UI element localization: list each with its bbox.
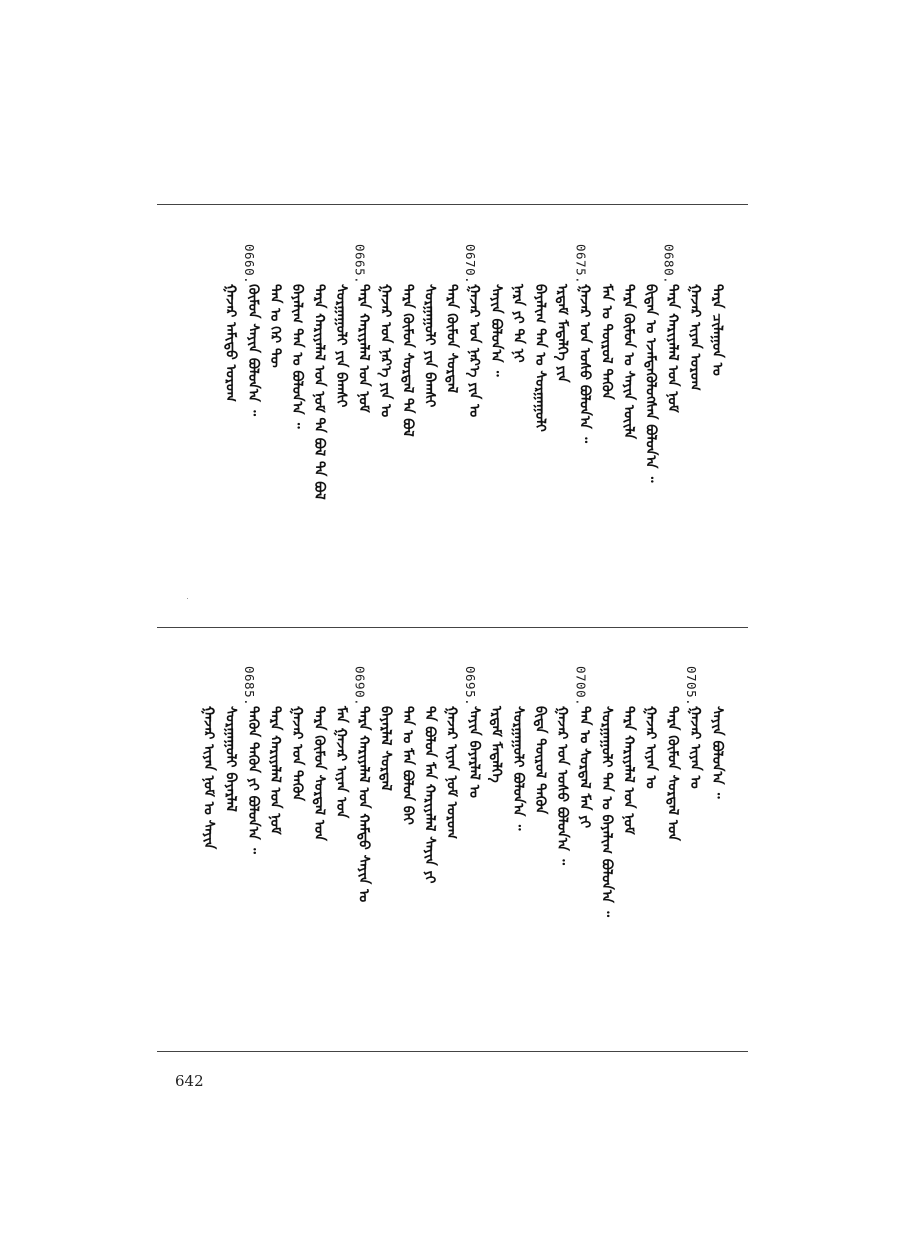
text-column [573, 244, 595, 624]
text-column [684, 666, 706, 1046]
text-column [463, 244, 485, 624]
text-column [330, 244, 352, 624]
line-number: 0695. [462, 666, 478, 707]
mongolian-text-line: ᠡᠷᠳᠡᠮ ᠮᠡᠳᠡᠯᠭᠡ ᠶᠢᠨ [554, 284, 571, 383]
middle-rule [157, 627, 748, 628]
mongolian-text-line: ᠭᠠᠵᠠᠷ ᠢᠶᠡᠨ ᠤᠷᠤᠭ [686, 284, 703, 391]
text-column [640, 244, 662, 624]
text-column [640, 666, 662, 1046]
mongolian-text-line: ᠰᠤᠷᠭᠠᠭᠤᠯᠢ ᠲᠠᠨ ᠤ ᠪᠠᠶᠠᠯᠢᠭ ᠪᠣᠯᠤᠨ᠎ᠠ ᠃ [598, 706, 615, 917]
mongolian-text-line: ᠮᠠᠨ ᠤ ᠲᠥᠷᠦᠯ ᠲᠡᠭᠦᠨ [598, 284, 615, 400]
text-column [419, 666, 441, 1046]
mongolian-text-line: ᠲᠡ ᠪᠣᠯᠤᠨ ᠮᠠᠨ ᠬᠠᠷᠢᠶᠠᠯᠠᠯ ᠰᠠᠶᠢᠨ ᠶᠢ [421, 706, 438, 884]
top-rule [157, 204, 748, 205]
text-column [595, 666, 617, 1046]
text-column [374, 666, 396, 1046]
text-column [618, 244, 640, 624]
text-column [507, 666, 529, 1046]
mongolian-text-line: ᠭᠠᠵᠠᠷ ᠤᠨ ᠨᠡᠷ᠎ᠡ ᠶᠢᠨ ᠤ [377, 284, 394, 418]
mongolian-text-line: ᠲᠡᠷᠡ ᠬᠦᠮᠦᠨ ᠰᠤᠷᠲᠠᠯ ᠤᠨ [664, 706, 681, 841]
mongolian-text-line: ᠲᠡᠷᠡ ᠬᠦᠮᠦᠨ ᠰᠤᠷᠲᠠᠯ [443, 284, 460, 394]
text-column [286, 666, 308, 1046]
text-column [397, 244, 419, 624]
mongolian-text-line: ᠭᠠᠵᠠᠷ ᠢᠶᠡᠨ ᠨᠣᠮ ᠤᠷᠤᠭ [443, 706, 460, 839]
line-number: 0685. [241, 666, 257, 707]
text-column [529, 666, 551, 1046]
text-column [220, 244, 242, 624]
text-column [706, 244, 728, 624]
mongolian-text-line: ᠲᠠᠨ ᠤ ᠰᠤᠷᠲᠠᠯ ᠮᠠᠨ ᠶᠢ [576, 706, 593, 829]
mongolian-text-line: ᠲᠡᠭᠦᠨ ᠲᠡᠭᠦᠨ ᠶᠢ ᠪᠣᠯᠤᠨ᠎ᠠ ᠃ [244, 706, 261, 854]
text-column [485, 244, 507, 624]
text-column [529, 244, 551, 624]
text-column [264, 666, 286, 1046]
text-column [286, 244, 308, 624]
text-column [463, 666, 485, 1046]
mongolian-text-line: ᠲᠡᠷᠡ ᠬᠦᠮᠦᠨ ᠰᠤᠷᠲᠠᠯ ᠤᠨ [311, 706, 328, 841]
text-column [308, 244, 330, 624]
text-column [441, 244, 463, 624]
text-column [684, 244, 706, 624]
mongolian-text-line: ᠪᠠᠶᠠᠯᠢᠭ ᠲᠠᠨ ᠤ ᠪᠣᠯᠤᠨ᠎ᠠ ᠃ [289, 284, 305, 429]
mongolian-text-line: ᠬᠦᠮᠦᠨ ᠰᠠᠶᠢᠨ ᠪᠣᠯᠤᠨ᠎ᠠ ᠃ [244, 284, 261, 416]
mongolian-text-line: ᠭᠠᠵᠠᠷ ᠤᠨ ᠲᠡᠭᠦᠨ [289, 706, 305, 802]
mongolian-text-line: ᠮᠠᠨ ᠭᠠᠵᠠᠷ ᠢᠶᠡᠨ ᠤᠨ [333, 706, 350, 819]
mongolian-text-line: ᠲᠡᠷᠡ ᠬᠦᠮᠦᠨ ᠤ ᠰᠠᠶᠢᠨ ᠦᠢᠯᠡ [620, 284, 637, 440]
line-number: 0705. [683, 666, 699, 707]
line-number: 0690. [352, 666, 368, 707]
text-column [330, 666, 352, 1046]
mongolian-text-line: ᠰᠠᠶᠢᠨ ᠪᠣᠯᠤᠨ᠎ᠠ ᠃ [487, 284, 504, 377]
line-number: 0680. [661, 244, 677, 285]
text-column [264, 244, 286, 624]
text-column [397, 666, 419, 1046]
mongolian-text-line: ᠡᠷᠳᠡᠮ ᠮᠡᠳᠡᠯᠭᠡ [487, 706, 504, 783]
text-column [220, 666, 242, 1046]
mongolian-text-line: ᠰᠤᠷᠭᠠᠭᠤᠯᠢ ᠪᠣᠯᠤᠨ᠎ᠠ ᠃ [510, 706, 526, 831]
text-column [662, 244, 684, 624]
top-text-panel [157, 244, 748, 624]
mongolian-text-line: ᠭᠠᠵᠠᠷ ᠢᠶᠡᠨ ᠨᠣᠮ ᠤ ᠰᠠᠶᠢᠨ [200, 706, 217, 850]
text-column [595, 244, 617, 624]
mongolian-text-line: ᠲᠡᠷᠡ ᠬᠠᠷᠢᠶᠠᠯᠠᠯ ᠤᠨ ᠨᠣᠮ [664, 284, 681, 413]
text-column [352, 666, 374, 1046]
mongolian-text-line: ᠰᠠᠶᠢᠨ ᠪᠣᠯᠤᠨ᠎ᠠ ᠃ [708, 706, 725, 799]
mongolian-text-line: ᠪᠢᠳᠡ ᠲᠥᠷᠦᠯ ᠲᠡᠭᠦᠨ [532, 706, 549, 815]
text-column [419, 244, 441, 624]
text-column [441, 666, 463, 1046]
mongolian-text-line: ᠲᠡᠷᠡ ᠬᠠᠷᠢᠶᠠᠯᠠᠯ ᠤᠨ ᠨᠣᠮ [355, 284, 372, 413]
text-column [485, 666, 507, 1046]
mongolian-text-line: ᠲᠠᠨ ᠤ ᠭᠡᠷ ᠲᠦ [266, 284, 283, 368]
text-column [374, 244, 396, 624]
mongolian-text-line: ᠪᠢᠳᠡᠨ ᠤ ᠡᠵᠡᠮᠳᠡᠭᠦᠯᠦᠭᠰᠡᠨ ᠪᠣᠯᠤᠨ᠎ᠠ ᠃ [642, 284, 659, 483]
mongolian-text-line: ᠰᠤᠷᠭᠠᠭᠤᠯᠢ ᠶᠢᠨ ᠪᠠᠭᠰᠢ [333, 284, 350, 408]
text-column [551, 666, 573, 1046]
mongolian-text-line: ᠭᠠᠵᠠᠷ ᠤᠨ ᠤᠰᠤ ᠪᠣᠯᠤᠨ᠎ᠠ ᠃ [576, 284, 593, 443]
mongolian-text-line: ᠲᠡᠷᠡ ᠬᠠᠷᠢᠶᠠᠯᠠᠯ ᠤᠨ ᠨᠣᠮ [266, 706, 283, 835]
text-column [242, 244, 264, 624]
mongolian-text-line: ᠰᠤᠷᠭᠠᠭᠤᠯᠢ ᠶᠢᠨ ᠪᠠᠭᠰᠢ [421, 284, 438, 408]
mongolian-text-line: ᠭᠠᠵᠠᠷ ᠤᠨ ᠨᠡᠷ᠎ᠡ ᠶᠢᠨ ᠤ [465, 284, 482, 418]
text-column [662, 666, 684, 1046]
bottom-text-panel [157, 666, 748, 1046]
bottom-rule [157, 1051, 748, 1052]
mongolian-text-line: ᠲᠡᠷᠡ ᠬᠠᠷᠢᠶᠠᠯᠠᠯ ᠤᠨ ᠨᠣᠮ [620, 706, 637, 835]
line-number: 0700. [573, 666, 589, 707]
mongolian-text-line: ᠲᠠᠨ ᠤ ᠮᠠᠨ ᠪᠣᠯᠤᠨ ᠪᠠᠢ [399, 706, 416, 825]
text-column [551, 244, 573, 624]
mongolian-text-line: ᠭᠠᠵᠠᠷ ᠢᠶᠡᠨ ᠤ [642, 706, 659, 789]
mongolian-text-line: ᠰᠤᠷᠭᠠᠭᠤᠯᠢ ᠪᠠᠶᠠᠷᠯᠠᠯ [222, 706, 239, 812]
mongolian-text-line: ᠲᠡᠷᠡ ᠴᠢᠯᠠᠭᠤᠨ ᠤ [708, 284, 725, 376]
mongolian-text-line: ᠪᠠᠶᠠᠯᠢᠭ ᠲᠠᠨ ᠤ ᠰᠤᠷᠭᠠᠭᠤᠯᠢ [532, 284, 549, 432]
line-number: 0670. [462, 244, 478, 285]
line-number: 0675. [573, 244, 589, 285]
mongolian-text-line: ᠰᠠᠶᠢᠨ ᠪᠠᠶᠠᠷᠯᠠᠯ ᠤ [465, 706, 482, 798]
mongolian-text-line: ᠲᠡᠷᠡ ᠬᠠᠷᠢᠶᠠᠯᠠᠯ ᠤᠨ ᠨᠣᠮ ᠲᠠ ᠪᠣᠯ ᠲᠠ ᠪᠣᠯ [311, 284, 328, 500]
mongolian-text-line: ᠭᠠᠵᠠᠷ ᠤᠨ ᠤᠰᠤ ᠪᠣᠯᠤᠨ᠎ᠠ ᠃ [554, 706, 571, 865]
text-column [308, 666, 330, 1046]
text-column [352, 244, 374, 624]
mongolian-text-line: ᠪᠠᠶᠠᠷᠯᠠᠯ ᠰᠤᠷᠲᠠᠯ [377, 706, 394, 791]
text-column [507, 244, 529, 624]
line-number: 0665. [352, 244, 368, 285]
mongolian-text-line: ᠲᠡᠷᠡ ᠬᠦᠮᠦᠨ ᠰᠤᠷᠲᠠᠯ ᠲᠠ ᠪᠣᠯ [399, 284, 416, 437]
text-column [618, 666, 640, 1046]
text-column [573, 666, 595, 1046]
text-column [706, 666, 728, 1046]
page-number: 642 [175, 1072, 204, 1090]
mongolian-text-line: ᠭᠠᠵᠠᠷ ᠠᠮᠢᠳᠤ ᠤᠷᠤᠭ [222, 284, 239, 402]
mongolian-text-line: ᠭᠠᠵᠠᠷ ᠢᠶᠡᠨ ᠤ [686, 706, 703, 789]
mongolian-text-line: ᠨᠡᠷᠡ ᠶᠢ ᠲᠠ ᠨᠢ [510, 284, 526, 363]
scan-speck [187, 598, 188, 599]
line-number: 0660. [241, 244, 257, 285]
text-column [198, 666, 220, 1046]
mongolian-text-line: ᠲᠡᠷᠡ ᠬᠠᠷᠢᠶᠠᠯᠠᠯ ᠤᠨ ᠬᠠᠮᠲᠤ ᠰᠠᠶᠢᠨ ᠤ [355, 706, 372, 903]
text-column [242, 666, 264, 1046]
